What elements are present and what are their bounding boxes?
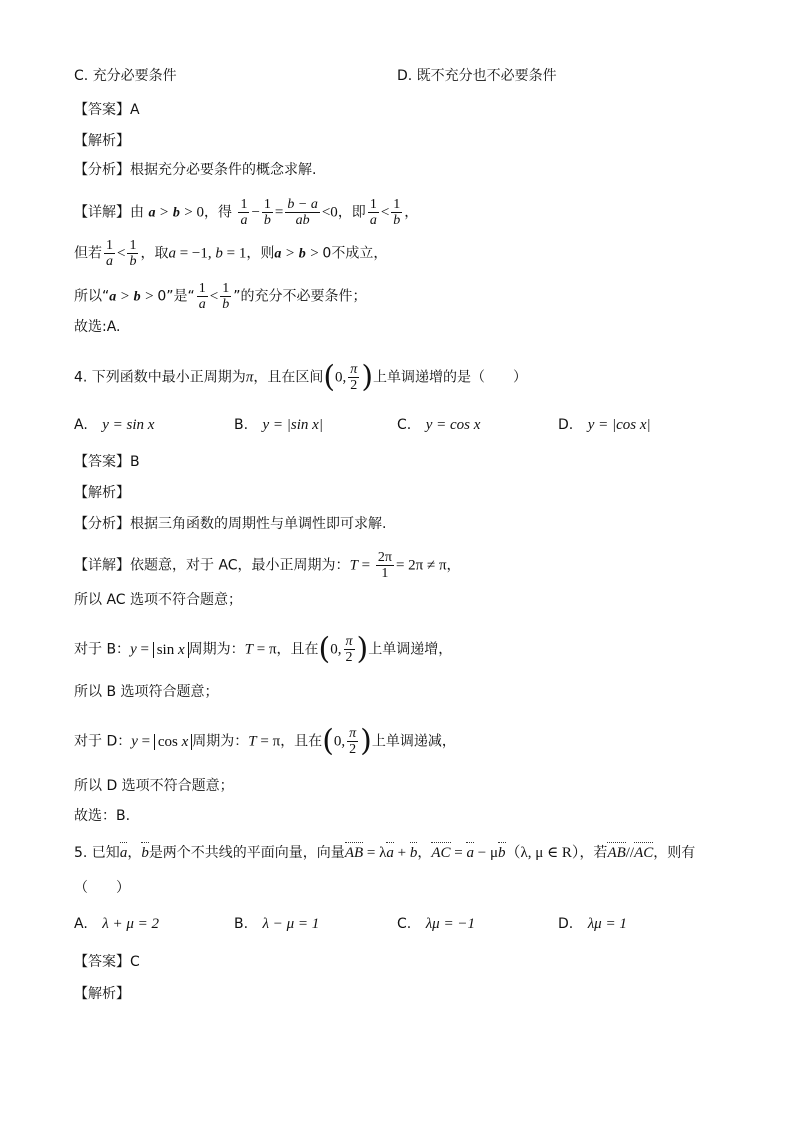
fraction-1-over-b: $\frac{1}{b}$ xyxy=(263,197,271,228)
xiangjie-tag: 【详解】 xyxy=(74,557,130,574)
option-label: D. xyxy=(397,68,413,84)
option-expr: λ − μ = 1 xyxy=(262,916,320,932)
option-expr: y = cos x xyxy=(425,417,481,433)
q4-line-3: 对于 B：y = sin x 周期为：T = π，且在(0, $\frac{\pi}{2}$ )上单调递增， xyxy=(74,631,453,667)
q4-option-b xyxy=(234,415,323,435)
text: ”的充分不必要条件； xyxy=(233,288,367,305)
fraction-b-minus-a-over-ab: $\frac{b - a}{ab}$ xyxy=(287,197,318,228)
q4-line-5: 对于 D：y = cos x 周期为：T = π，且在(0, $\frac{\pi}{2}$ )上单调递减， xyxy=(74,723,456,759)
text: 依题意，对于 AC，最小正周期为： xyxy=(130,557,350,574)
fraction-pi-over-2: $\frac{\pi}{2}$ xyxy=(349,726,357,757)
analysis-tag xyxy=(74,131,130,151)
vector-ab: AB xyxy=(344,845,364,861)
fraction-2pi-over-1: $\frac{2\pi}{1}$ xyxy=(377,550,392,581)
stem-text: 4. 下列函数中最小正周期为 xyxy=(74,369,246,386)
option-expr: λμ = −1 xyxy=(425,916,475,932)
option-expr: λ + μ = 2 xyxy=(102,916,160,932)
text: ，得 xyxy=(204,204,232,221)
text: 0”是“ xyxy=(157,288,195,305)
fenxi-line xyxy=(74,160,316,180)
q5-option-d xyxy=(558,914,627,934)
q4-option-d xyxy=(558,415,651,435)
fenxi-tag: 【分析】 xyxy=(74,516,130,532)
option-expr: y = |cos x| xyxy=(587,417,651,433)
math-inequality: a xyxy=(148,205,156,221)
text: 所以“ xyxy=(74,288,110,305)
xiangjie-line-1: 【详解】由 a > b > 0，得 $\frac{1}{a}$ − $\frac{1}{b}$ = $\frac{b - a}{ab}$ <0，即 $\frac{1}{a}$ < $\frac{1}{b}$ ， xyxy=(74,197,419,228)
text: 0不成立， xyxy=(322,245,388,262)
option-label: B. xyxy=(234,916,249,932)
xiangjie-line-3: 所以“a > b > 0”是“ $\frac{1}{a}$ < $\frac{1}{b}$ ”的充分不必要条件； xyxy=(74,281,367,312)
answer-tag: 【答案】 xyxy=(74,102,130,118)
text: ，则 xyxy=(246,245,275,262)
analysis-label: 【解析】 xyxy=(74,133,130,149)
answer-value: C xyxy=(130,954,140,970)
fraction-1-over-a: $\frac{1}{a}$ xyxy=(369,197,377,228)
stem-text: 是两个不共线的平面向量，向量 xyxy=(148,845,345,861)
stem-text: 上单调递增的是（ ） xyxy=(373,369,528,386)
analysis-label: 【解析】 xyxy=(74,986,130,1002)
q4-option-c xyxy=(397,415,480,435)
choose-text: 故选:A. xyxy=(74,319,121,335)
option-expr: y = sin x xyxy=(102,417,155,433)
option-label: A. xyxy=(74,916,88,932)
choose-text: 故选：B. xyxy=(74,808,131,824)
text: ，即 xyxy=(337,204,366,221)
fenxi-text: 根据充分必要条件的概念求解. xyxy=(130,162,317,178)
option-label: C. xyxy=(74,68,89,84)
q5-option-b xyxy=(234,914,319,934)
abs-sin-x: sin x xyxy=(153,642,189,658)
text: 上单调递减， xyxy=(371,733,456,750)
option-expr: y = |sin x| xyxy=(262,417,323,433)
option-label: C. xyxy=(397,916,412,932)
q4-analysis-tag xyxy=(74,483,130,503)
xiangjie-line-2: 但若 $\frac{1}{a}$ < $\frac{1}{b}$ ，取a = −1, b = 1，则a > b > 0不成立， xyxy=(74,238,388,269)
q5-paren xyxy=(74,878,130,898)
option-label: C. xyxy=(397,417,412,433)
vector-ac: AC xyxy=(431,845,451,861)
fenxi-tag: 【分析】 xyxy=(74,162,130,178)
q4-line-4 xyxy=(74,682,219,702)
q5-option-a xyxy=(74,914,159,934)
text: 对于 D： xyxy=(74,733,132,750)
option-label: D. xyxy=(558,417,574,433)
fraction-1-over-a: $\frac{1}{a}$ xyxy=(240,197,248,228)
fraction-pi-over-2: $\frac{\pi}{2}$ xyxy=(345,634,353,665)
fenxi-text: 根据三角函数的周期性与单调性即可求解. xyxy=(130,516,387,532)
option-label: A. xyxy=(74,417,88,433)
option-c xyxy=(74,66,177,86)
option-text: 充分必要条件 xyxy=(92,68,177,84)
text: 对于 B： xyxy=(74,641,131,658)
q4-fenxi-line xyxy=(74,514,386,534)
text: 但若 xyxy=(74,245,102,262)
answer-value: B xyxy=(130,454,140,470)
fraction-pi-over-2: $\frac{\pi}{2}$ xyxy=(350,362,358,393)
text: 所以 D 选项不符合题意； xyxy=(74,778,234,794)
stem-text: ，则有 xyxy=(653,845,696,861)
text: 所以 AC 选项不符合题意； xyxy=(74,592,243,608)
stem-text: ，若 xyxy=(579,845,608,861)
option-d xyxy=(397,66,557,86)
q5-option-c xyxy=(397,914,475,934)
stem-text: ，且在区间 xyxy=(253,369,324,386)
q4-option-a xyxy=(74,415,154,435)
answer-tag: 【答案】 xyxy=(74,954,130,970)
q4-choose xyxy=(74,806,130,826)
q4-answer-line xyxy=(74,452,140,472)
text: ，且在 xyxy=(280,733,323,750)
answer-line xyxy=(74,100,140,120)
option-text: 既不充分也不必要条件 xyxy=(416,68,557,84)
fraction-1-over-b: $\frac{1}{b}$ xyxy=(393,197,401,228)
option-expr: λμ = 1 xyxy=(587,916,627,932)
stem-text: 5. 已知 xyxy=(74,845,120,861)
q5-stem: 5. 已知a，b是两个不共线的平面向量，向量AB = λa + b，AC = a − μb（λ, μ ∈ R），若AB//AC，则有 xyxy=(74,845,696,861)
xiangjie-tag: 【详解】 xyxy=(74,204,130,221)
text: 上单调递增， xyxy=(368,641,453,658)
text: 由 xyxy=(130,204,144,221)
q5-answer-line xyxy=(74,952,140,972)
answer-paren: （ ） xyxy=(74,880,130,896)
q4-line-6 xyxy=(74,776,234,796)
q4-xiangjie-1: 【详解】依题意，对于 AC，最小正周期为：T = $\frac{2\pi}{1}$ = 2π ≠ π， xyxy=(74,550,461,581)
fraction-1-over-a: $\frac{1}{a}$ xyxy=(106,238,113,269)
option-label: D. xyxy=(558,916,574,932)
analysis-label: 【解析】 xyxy=(74,485,130,501)
text: ，取 xyxy=(140,245,169,262)
q4-line-2 xyxy=(74,590,242,610)
text: 周期为： xyxy=(188,641,245,658)
fraction-1-over-a: $\frac{1}{a}$ xyxy=(198,281,206,312)
answer-value: A xyxy=(130,102,140,118)
answer-tag: 【答案】 xyxy=(74,454,130,470)
option-label: B. xyxy=(234,417,249,433)
fraction-1-over-b: $\frac{1}{b}$ xyxy=(222,281,230,312)
choose-line xyxy=(74,317,121,337)
text: 周期为： xyxy=(192,733,249,750)
text: ， xyxy=(446,557,461,574)
text: ，且在 xyxy=(276,641,319,658)
q4-stem: 4. 下列函数中最小正周期为π，且在区间(0, $\frac{\pi}{2}$ )上单调递增的是（ ） xyxy=(74,359,528,395)
abs-cos-x: cos x xyxy=(154,734,192,750)
fraction-1-over-b: $\frac{1}{b}$ xyxy=(129,238,137,269)
text: 所以 B 选项符合题意； xyxy=(74,684,219,700)
q5-analysis-tag xyxy=(74,984,130,1004)
